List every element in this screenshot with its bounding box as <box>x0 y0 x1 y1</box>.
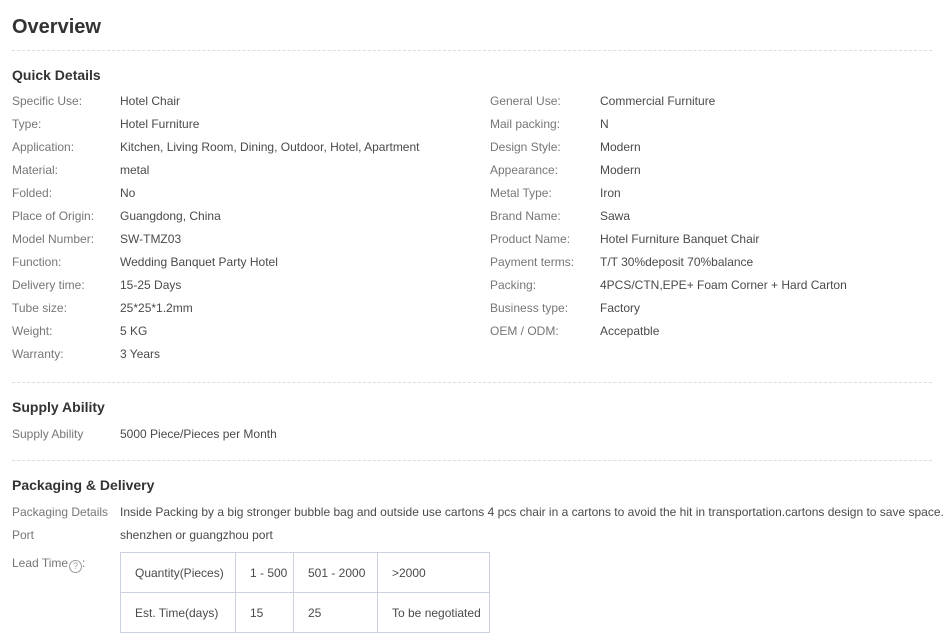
lead-time-table <box>120 552 490 633</box>
detail-label: Folded: <box>12 185 53 200</box>
lead-time-row <box>12 552 932 633</box>
detail-row <box>12 500 944 523</box>
detail-row <box>12 523 932 546</box>
detail-row <box>12 135 490 158</box>
detail-value: No <box>120 185 136 200</box>
packaging-delivery-heading: Packaging & Delivery <box>12 477 155 493</box>
detail-row <box>490 89 932 112</box>
table-cell: 1 - 500 <box>236 553 294 593</box>
quick-details-grid <box>12 89 932 365</box>
quick-details-heading: Quick Details <box>12 67 101 83</box>
table-row <box>121 593 490 633</box>
detail-label: Delivery time: <box>12 277 85 292</box>
packaging-delivery-rows <box>12 500 944 546</box>
detail-value: SW-TMZ03 <box>120 231 182 246</box>
detail-row <box>490 112 932 135</box>
detail-value: 15-25 Days <box>120 277 182 292</box>
lead-time-label <box>12 552 120 573</box>
detail-value: Inside Packing by a big stronger bubble bag and outside use cartons 4 pcs chair in a cartons to avoid the hit in transportation.cartons design to save space. <box>120 504 944 519</box>
detail-row <box>12 112 490 135</box>
detail-label: Payment terms: <box>490 254 575 269</box>
detail-label: Function: <box>12 254 62 269</box>
divider-supply <box>12 382 932 383</box>
detail-value: Hotel Chair <box>120 93 181 108</box>
detail-label: Mail packing: <box>490 116 561 131</box>
detail-value: Wedding Banquet Party Hotel <box>120 254 278 269</box>
detail-value: Modern <box>600 162 641 177</box>
detail-label: Packaging Details <box>12 504 109 519</box>
detail-row <box>12 273 490 296</box>
detail-value: Commercial Furniture <box>600 93 716 108</box>
detail-row <box>12 181 490 204</box>
detail-value: Accepatble <box>600 323 660 338</box>
detail-label: Application: <box>12 139 75 154</box>
table-cell: >2000 <box>378 553 490 593</box>
detail-label: Supply Ability <box>12 426 84 441</box>
lead-time-label-text: Lead Time <box>12 556 69 570</box>
detail-label: General Use: <box>490 93 561 108</box>
detail-value: shenzhen or guangzhou port <box>120 527 273 542</box>
page-title: Overview <box>12 16 101 38</box>
detail-value: Modern <box>600 139 641 154</box>
detail-value: Hotel Furniture <box>120 116 200 131</box>
detail-row <box>12 296 490 319</box>
detail-value: Sawa <box>600 208 631 223</box>
detail-row <box>12 250 490 273</box>
detail-label: Warranty: <box>12 346 64 361</box>
detail-label: Brand Name: <box>490 208 561 223</box>
detail-value: 25*25*1.2mm <box>120 300 193 315</box>
detail-row <box>490 319 932 342</box>
detail-value: 5000 Piece/Pieces per Month <box>120 426 277 441</box>
detail-value: 3 Years <box>120 346 161 361</box>
detail-row <box>12 204 490 227</box>
divider-top <box>12 50 932 51</box>
detail-row <box>490 181 932 204</box>
detail-row <box>12 342 490 365</box>
detail-label: Weight: <box>12 323 53 338</box>
supply-ability-rows <box>12 422 932 445</box>
detail-label: Business type: <box>490 300 569 315</box>
detail-row <box>12 158 490 181</box>
detail-row <box>12 227 490 250</box>
table-cell: Quantity(Pieces) <box>121 553 236 593</box>
table-row <box>121 553 490 593</box>
detail-label: Material: <box>12 162 59 177</box>
table-cell: Est. Time(days) <box>121 593 236 633</box>
detail-row <box>490 296 932 319</box>
detail-label: Place of Origin: <box>12 208 95 223</box>
detail-value: 5 KG <box>120 323 148 338</box>
table-cell: 25 <box>294 593 378 633</box>
detail-label: Packing: <box>490 277 537 292</box>
quick-details-left-column <box>12 89 490 365</box>
detail-label: Specific Use: <box>12 93 83 108</box>
detail-row <box>490 135 932 158</box>
detail-row <box>490 250 932 273</box>
detail-value: 4PCS/CTN,EPE+ Foam Corner + Hard Carton <box>600 277 847 292</box>
detail-row <box>490 204 932 227</box>
detail-label: Model Number: <box>12 231 95 246</box>
detail-label: OEM / ODM: <box>490 323 559 338</box>
table-cell: 501 - 2000 <box>294 553 378 593</box>
quick-details-right-column <box>490 89 932 365</box>
detail-label: Design Style: <box>490 139 561 154</box>
detail-value: Kitchen, Living Room, Dining, Outdoor, Hotel, Apartment <box>120 139 420 154</box>
detail-row <box>12 89 490 112</box>
detail-value: Iron <box>600 185 621 200</box>
detail-row <box>12 422 932 445</box>
detail-value: Factory <box>600 300 641 315</box>
detail-label: Port <box>12 527 35 542</box>
detail-label: Appearance: <box>490 162 559 177</box>
detail-value: metal <box>120 162 150 177</box>
detail-value: N <box>600 116 609 131</box>
detail-value: Guangdong, China <box>120 208 221 223</box>
table-cell: 15 <box>236 593 294 633</box>
help-icon[interactable]: ? <box>69 560 82 573</box>
detail-row <box>12 319 490 342</box>
detail-label: Tube size: <box>12 300 67 315</box>
table-cell: To be negotiated <box>378 593 490 633</box>
lead-time-colon: : <box>82 556 86 570</box>
detail-label: Product Name: <box>490 231 571 246</box>
detail-label: Type: <box>12 116 42 131</box>
divider-packaging <box>12 460 932 461</box>
detail-value: T/T 30%deposit 70%balance <box>600 254 754 269</box>
detail-row <box>490 158 932 181</box>
detail-value: Hotel Furniture Banquet Chair <box>600 231 760 246</box>
detail-label: Metal Type: <box>490 185 552 200</box>
detail-row <box>490 273 932 296</box>
supply-ability-heading: Supply Ability <box>12 399 105 415</box>
detail-row <box>490 227 932 250</box>
